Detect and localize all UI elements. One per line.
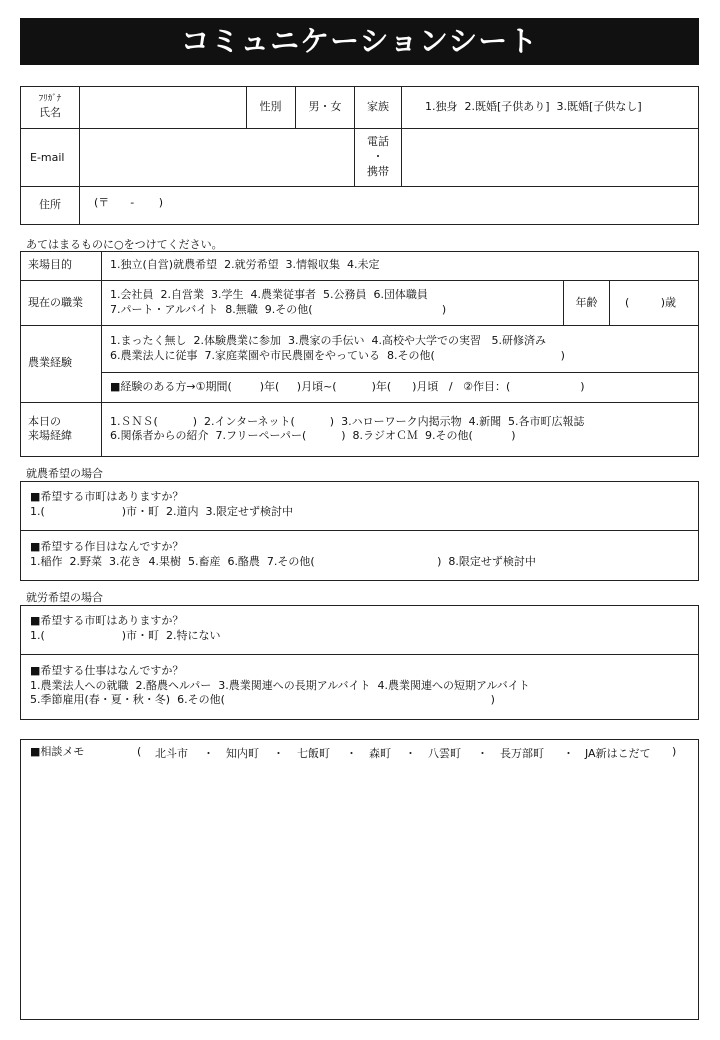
- work-heading: 就労希望の場合: [26, 591, 103, 604]
- memo-open-paren: (: [137, 745, 142, 758]
- memo-city-mori[interactable]: 森町: [369, 747, 391, 760]
- memo-box[interactable]: [20, 739, 699, 1020]
- farming-heading: 就農希望の場合: [26, 467, 103, 480]
- gender-options[interactable]: 男・女: [308, 100, 342, 113]
- source-options-line2[interactable]: 6.関係者からの紹介 7.フリーペーパー( ) 8.ラジオＣＭ 9.その他( ): [110, 429, 516, 442]
- email-label: E-mail: [30, 151, 65, 164]
- work-a2-line2[interactable]: 5.季節雇用(春・夏・秋・冬) 6.その他( ): [30, 693, 495, 706]
- source-label-1: 本日の: [28, 415, 61, 428]
- work-q1: ■希望する市町はありますか？: [30, 614, 184, 627]
- memo-label: ■相談メモ: [30, 745, 85, 758]
- source-options-line1[interactable]: 1.ＳＮＳ( ) 2.インターネット( ) 3.ハローワーク内掲示物 4.新聞 5.各市町広報誌: [110, 415, 585, 428]
- memo-city-nanae[interactable]: 七飯町: [297, 747, 330, 760]
- family-label: 家族: [367, 100, 389, 113]
- memo-separator: ・: [346, 747, 357, 760]
- purpose-label: 来場目的: [28, 258, 72, 271]
- experience-options-line1[interactable]: 1.まったく無し 2.体験農業に参加 3.農家の手伝い 4.高校や大学での実習 5.研修済み: [110, 334, 546, 347]
- farming-a2[interactable]: 1.稲作 2.野菜 3.花き 4.果樹 5.畜産 6.酪農 7.その他( ) 8.限定せず検討中: [30, 555, 536, 568]
- occupation-label: 現在の職業: [28, 296, 83, 309]
- memo-close-paren: ): [672, 745, 677, 758]
- memo-city-ja-hakodate[interactable]: JA新はこだて: [585, 747, 651, 760]
- memo-city-hokuto[interactable]: 北斗市: [155, 747, 188, 760]
- instruction-text: あてはまるものに○をつけてください。: [26, 238, 223, 251]
- work-a1[interactable]: 1.( )市・町 2.特にない: [30, 629, 221, 642]
- work-q2: ■希望する仕事はなんですか？: [30, 664, 184, 677]
- experience-label: 農業経験: [28, 356, 72, 369]
- memo-separator: ・: [477, 747, 488, 760]
- gender-label: 性別: [259, 100, 282, 113]
- phone-label-2: ・: [372, 150, 384, 163]
- occupation-options-line1[interactable]: 1.会社員 2.自営業 3.学生 4.農業従事者 5.公務員 6.団体職員: [110, 288, 428, 301]
- memo-separator: ・: [563, 747, 574, 760]
- address-field[interactable]: (〒 - ): [94, 196, 164, 209]
- sheet-title: コミュニケーションシート: [20, 18, 699, 65]
- farming-q2: ■希望する作目はなんですか？: [30, 540, 184, 553]
- family-options[interactable]: 1.独身 2.既婚[子供あり] 3.既婚[子供なし]: [425, 100, 642, 113]
- purpose-options[interactable]: 1.独立(自営)就農希望 2.就労希望 3.情報収集 4.未定: [110, 258, 380, 271]
- memo-separator: ・: [203, 747, 214, 760]
- source-label-2: 来場経緯: [28, 429, 72, 442]
- name-label: 氏名: [39, 106, 61, 119]
- email-field[interactable]: [81, 130, 352, 184]
- memo-city-shiriuchi[interactable]: 知内町: [226, 747, 259, 760]
- address-label: 住所: [39, 198, 61, 211]
- memo-separator: ・: [273, 747, 284, 760]
- farming-q1: ■希望する市町はありますか？: [30, 490, 184, 503]
- memo-separator: ・: [405, 747, 416, 760]
- age-field[interactable]: ( )歳: [625, 296, 677, 309]
- experience-options-line2[interactable]: 6.農業法人に従事 7.家庭菜園や市民農園をやっている 8.その他( ): [110, 349, 565, 362]
- experience-period[interactable]: ■経験のある方→①期間( )年( )月頃~( )年( )月頃 / ②作目：( ): [110, 380, 585, 393]
- farming-a1[interactable]: 1.( )市・町 2.道内 3.限定せず検討中: [30, 505, 293, 518]
- memo-city-yakumo[interactable]: 八雲町: [428, 747, 461, 760]
- furigana-label: ﾌﾘｶﾞﾅ: [38, 94, 62, 104]
- phone-field[interactable]: [403, 130, 697, 184]
- occupation-options-line2[interactable]: 7.パート・アルバイト 8.無職 9.その他( ): [110, 303, 447, 316]
- phone-label-3: 携帯: [367, 165, 389, 178]
- memo-city-oshamambe[interactable]: 長万部町: [500, 747, 544, 760]
- name-field[interactable]: [81, 88, 244, 126]
- work-a2-line1[interactable]: 1.農業法人への就職 2.酪農ヘルパー 3.農業関連への長期アルバイト 4.農業関連への短期アルバイト: [30, 679, 530, 692]
- age-label: 年齢: [575, 296, 598, 309]
- phone-label-1: 電話: [367, 135, 389, 148]
